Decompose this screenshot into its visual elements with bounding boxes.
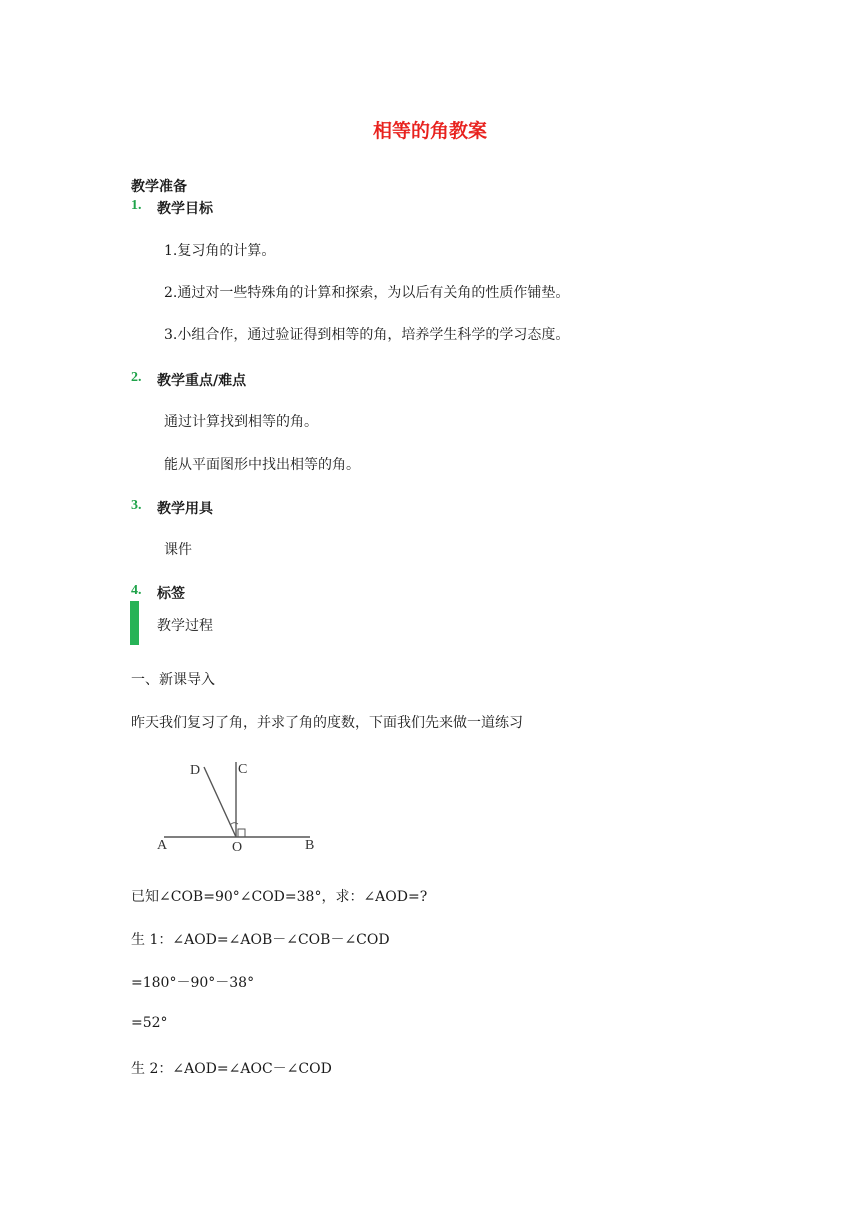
section-heading-key-points: 教学重点/难点 bbox=[157, 373, 247, 389]
section-number-3: 3. bbox=[131, 498, 142, 513]
label-c: C bbox=[238, 762, 248, 777]
ray-od bbox=[204, 767, 236, 837]
label-a: A bbox=[157, 838, 168, 853]
section-number-1: 1. bbox=[131, 198, 142, 213]
solution-line: =52° bbox=[131, 1015, 168, 1031]
section-heading-goals: 教学目标 bbox=[157, 201, 213, 217]
label-d: D bbox=[190, 763, 201, 778]
intro-heading: 一、新课导入 bbox=[131, 672, 215, 688]
process-label: 教学过程 bbox=[157, 618, 213, 634]
section-number-2: 2. bbox=[131, 370, 142, 385]
solution-line: 生 1：∠AOD=∠AOB－∠COB－∠COD bbox=[131, 932, 390, 948]
angle-arc bbox=[230, 823, 238, 825]
document-title: 相等的角教案 bbox=[372, 120, 487, 142]
label-b: B bbox=[305, 838, 315, 853]
goal-item: 2.通过对一些特殊角的计算和探索，为以后有关角的性质作铺垫。 bbox=[164, 285, 570, 301]
label-o: O bbox=[232, 840, 243, 855]
solution-line: 生 2：∠AOD=∠AOC－∠COD bbox=[131, 1061, 332, 1077]
section-number-4: 4. bbox=[131, 583, 142, 598]
right-angle-mark bbox=[238, 829, 245, 837]
intro-text: 昨天我们复习了角，并求了角的度数，下面我们先来做一道练习 bbox=[131, 715, 523, 731]
process-marker-bar bbox=[130, 601, 139, 645]
section-heading-tags: 标签 bbox=[157, 586, 185, 602]
angle-figure bbox=[150, 755, 340, 860]
tools-text: 课件 bbox=[164, 542, 192, 558]
goal-item: 3.小组合作，通过验证得到相等的角，培养学生科学的学习态度。 bbox=[164, 327, 570, 343]
problem-statement: 已知∠COB=90°∠COD=38°，求：∠AOD=? bbox=[131, 889, 428, 905]
key-point-item: 通过计算找到相等的角。 bbox=[164, 414, 318, 430]
prep-heading: 教学准备 bbox=[131, 179, 187, 195]
key-point-item: 能从平面图形中找出相等的角。 bbox=[164, 457, 360, 473]
solution-line: =180°－90°－38° bbox=[131, 975, 255, 991]
goal-item: 1.复习角的计算。 bbox=[164, 243, 276, 259]
section-heading-tools: 教学用具 bbox=[157, 501, 213, 517]
